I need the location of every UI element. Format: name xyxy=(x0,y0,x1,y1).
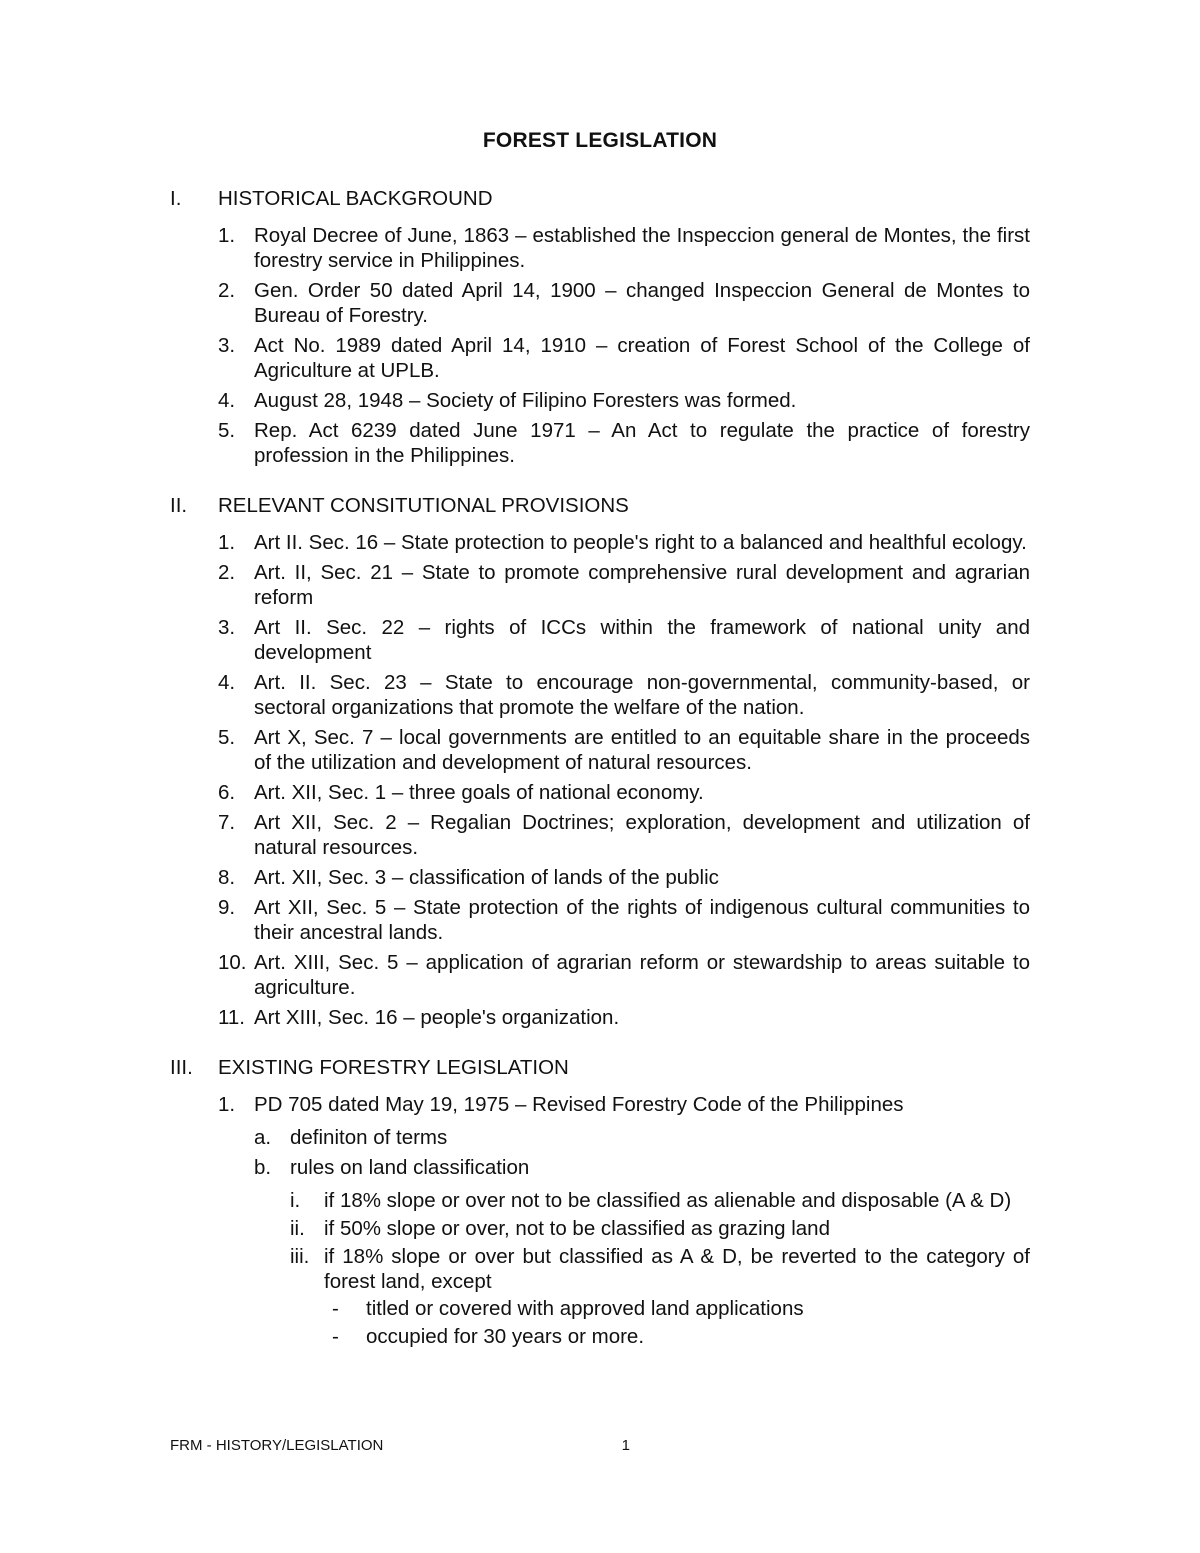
item-number: 6. xyxy=(218,781,236,804)
item-number: 9. xyxy=(218,896,236,919)
item-number: 10. xyxy=(218,951,247,974)
list-item xyxy=(218,725,1030,775)
item-text: Royal Decree of June, 1863 – established the Inspeccion general de Montes, the first forestry service in Philippines. xyxy=(254,224,1030,272)
sub-list-item xyxy=(254,1155,1030,1180)
item-text: if 18% slope or over but classified as A & D, be reverted to the category of forest land, except xyxy=(324,1245,1030,1293)
section-number: I. xyxy=(170,187,182,210)
list-item xyxy=(218,950,1030,1000)
section-title: HISTORICAL BACKGROUND xyxy=(218,187,493,210)
roman-list xyxy=(170,1188,1030,1352)
roman-list-item xyxy=(290,1244,1030,1352)
page-number: 1 xyxy=(621,1437,630,1454)
page-footer xyxy=(170,1433,630,1458)
item-text: Art. II. Sec. 23 – State to encourage non-governmental, community-based, or sectoral organizations that promote the welfare of the nation. xyxy=(254,671,1030,719)
item-text: Art XII, Sec. 2 – Regalian Doctrines; exploration, development and utilization of natural resources. xyxy=(254,811,1030,859)
item-text: Art. XII, Sec. 1 – three goals of national economy. xyxy=(254,781,704,804)
item-text: Art. II, Sec. 21 – State to promote comprehensive rural development and agrarian reform xyxy=(254,561,1030,609)
item-text: rules on land classification xyxy=(290,1156,530,1179)
list-item xyxy=(218,895,1030,945)
dash-bullet: - xyxy=(332,1297,339,1320)
item-text: Art XIII, Sec. 16 – people's organization. xyxy=(254,1006,620,1029)
list-item xyxy=(218,615,1030,665)
item-text: Art II. Sec. 16 – State protection to people's right to a balanced and healthful ecology. xyxy=(254,531,1027,554)
item-roman: ii. xyxy=(290,1217,305,1240)
item-number: 2. xyxy=(218,561,236,584)
item-roman: iii. xyxy=(290,1245,310,1268)
page-title: FOREST LEGISLATION xyxy=(482,129,718,152)
list-item xyxy=(218,418,1030,468)
list-item xyxy=(218,278,1030,328)
sub-list xyxy=(254,1125,1030,1180)
item-text: titled or covered with approved land applications xyxy=(366,1297,804,1320)
item-number: 4. xyxy=(218,671,236,694)
item-number: 11. xyxy=(218,1006,245,1029)
section-number: III. xyxy=(170,1056,193,1079)
document-body xyxy=(170,186,1030,1377)
item-text: occupied for 30 years or more. xyxy=(366,1325,645,1348)
section-constitutional-provisions xyxy=(170,493,1030,1030)
item-letter: b. xyxy=(254,1156,272,1179)
section-heading xyxy=(170,186,1030,211)
item-text: Rep. Act 6239 dated June 1971 – An Act to regulate the practice of forestry profession in the Philippines. xyxy=(254,419,1030,467)
section-title: EXISTING FORESTRY LEGISLATION xyxy=(218,1056,569,1079)
item-number: 3. xyxy=(218,334,236,357)
roman-list-item xyxy=(290,1188,1030,1213)
list-item xyxy=(218,1092,1030,1117)
item-text: Art. XIII, Sec. 5 – application of agrarian reform or stewardship to areas suitable to agriculture. xyxy=(254,951,1030,999)
section-title: RELEVANT CONSITUTIONAL PROVISIONS xyxy=(218,494,629,517)
item-number: 1. xyxy=(218,531,236,554)
item-text: Gen. Order 50 dated April 14, 1900 – changed Inspeccion General de Montes to Bureau of Forestry. xyxy=(254,279,1030,327)
item-letter: a. xyxy=(254,1126,272,1149)
item-number: 5. xyxy=(218,726,236,749)
section-number: II. xyxy=(170,494,188,517)
item-text: definiton of terms xyxy=(290,1126,448,1149)
section-historical-background xyxy=(170,186,1030,468)
list-item xyxy=(218,560,1030,610)
item-number: 4. xyxy=(218,389,236,412)
list-item xyxy=(218,388,1030,413)
item-roman: i. xyxy=(290,1189,301,1212)
list-item xyxy=(218,223,1030,273)
item-text: Act No. 1989 dated April 14, 1910 – creation of Forest School of the College of Agriculture at UPLB. xyxy=(254,334,1030,382)
item-text: August 28, 1948 – Society of Filipino Foresters was formed. xyxy=(254,389,797,412)
item-number: 1. xyxy=(218,224,236,247)
section-heading xyxy=(170,493,1030,518)
item-number: 7. xyxy=(218,811,236,834)
list-item xyxy=(218,530,1030,555)
item-number: 2. xyxy=(218,279,236,302)
roman-list-item xyxy=(290,1216,1030,1241)
item-number: 1. xyxy=(218,1093,236,1116)
list-item xyxy=(218,670,1030,720)
list-item xyxy=(218,810,1030,860)
footer-label: FRM - HISTORY/LEGISLATION xyxy=(170,1437,384,1454)
item-text: if 50% slope or over, not to be classified as grazing land xyxy=(324,1217,830,1240)
item-text: Art II. Sec. 22 – rights of ICCs within the framework of national unity and development xyxy=(254,616,1030,664)
list-item xyxy=(218,1005,1030,1030)
dash-bullet: - xyxy=(332,1325,339,1348)
sub-list-item xyxy=(254,1125,1030,1150)
section-existing-legislation xyxy=(170,1055,1030,1352)
item-text: if 18% slope or over not to be classified as alienable and disposable (A & D) xyxy=(324,1189,1012,1212)
item-text: Art. XII, Sec. 3 – classification of lands of the public xyxy=(254,866,719,889)
dash-list xyxy=(324,1296,1030,1349)
item-number: 8. xyxy=(218,866,236,889)
list-item xyxy=(218,780,1030,805)
section-heading xyxy=(170,1055,1030,1080)
dash-list-item xyxy=(324,1324,1030,1349)
item-number: 5. xyxy=(218,419,236,442)
item-text: Art XII, Sec. 5 – State protection of the rights of indigenous cultural communities to their ancestral lands. xyxy=(254,896,1030,944)
dash-list-item xyxy=(324,1296,1030,1321)
item-text: Art X, Sec. 7 – local governments are entitled to an equitable share in the proceeds of the utilization and development of natural resources. xyxy=(254,726,1030,774)
item-text: PD 705 dated May 19, 1975 – Revised Forestry Code of the Philippines xyxy=(254,1093,904,1116)
item-number: 3. xyxy=(218,616,236,639)
list-item xyxy=(218,333,1030,383)
list-item xyxy=(218,865,1030,890)
